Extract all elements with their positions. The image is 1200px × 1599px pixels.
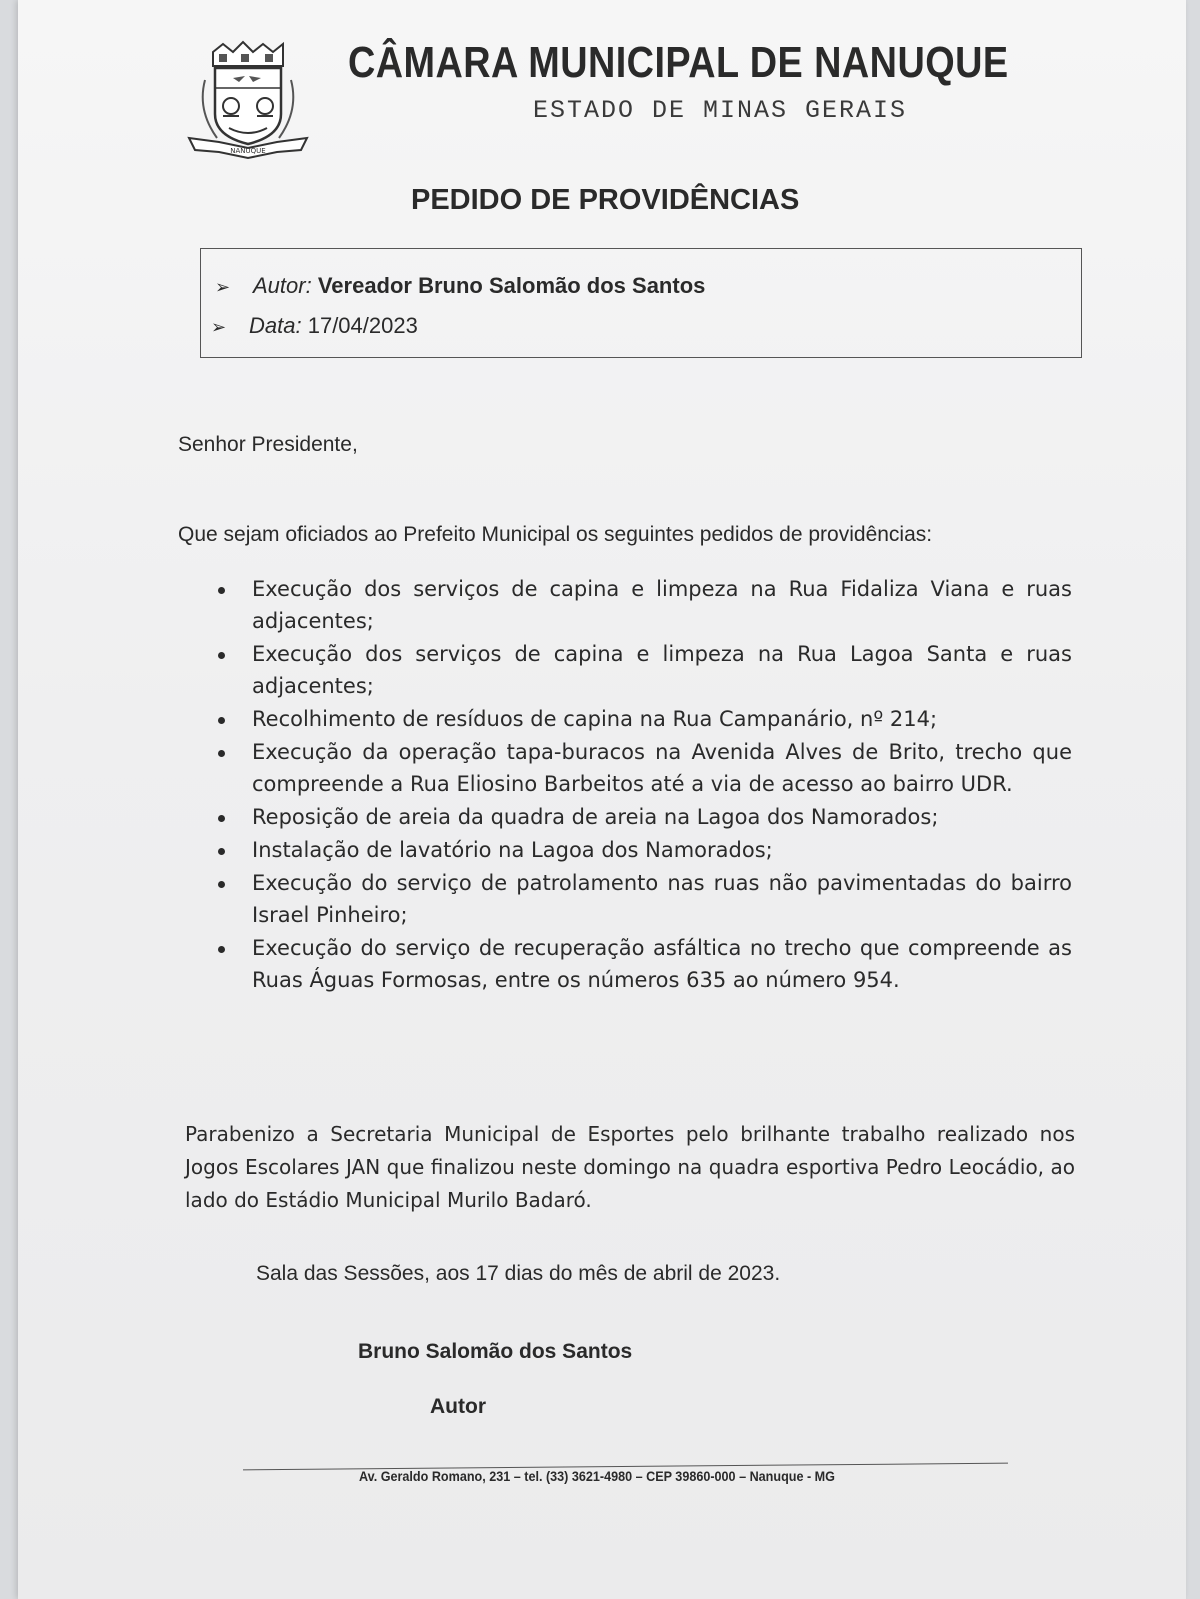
date-label: Data: [249, 313, 302, 338]
request-list [214, 573, 1072, 997]
closing-line: Sala das Sessões, aos 17 dias do mês de abril de 2023. [256, 1262, 781, 1285]
document-title: PEDIDO DE PROVIDÊNCIAS [411, 184, 800, 216]
crest-ribbon-text: NANUQUE [230, 147, 266, 155]
intro-paragraph: Que sejam oficiados ao Prefeito Municipal os seguintes pedidos de providências: [178, 523, 933, 546]
document-page [18, 0, 1186, 1599]
list-item: Execução da operação tapa-buracos na Avenida Alves de Brito, trecho que compreende a Rua Eliosino Barbeitos até a via de acesso ao bairro UDR. [214, 736, 1072, 800]
date-line [211, 313, 418, 339]
list-item: Execução do serviço de recuperação asfáltica no trecho que compreende as Ruas Águas Formosas, entre os números 635 ao número 954. [214, 932, 1072, 996]
congratulations-paragraph: Parabenizo a Secretaria Municipal de Esportes pelo brilhante trabalho realizado nos Jogos Escolares JAN que finalizou neste domingo na quadra esportiva Pedro Leocádio, ao lado do Estádio Municipal Murilo Badaró. [185, 1122, 1075, 1212]
municipal-crest-icon [183, 40, 313, 160]
info-box [200, 248, 1082, 358]
arrow-bullet-icon: ➢ [211, 317, 227, 337]
date-value: 17/04/2023 [307, 313, 418, 338]
organization-name: CÂMARA MUNICIPAL DE NANUQUE [348, 38, 1009, 87]
list-item: Recolhimento de resíduos de capina na Rua Campanário, nº 214; [214, 703, 1072, 735]
list-item: Execução dos serviços de capina e limpeza na Rua Fidaliza Viana e ruas adjacentes; [214, 573, 1072, 637]
list-item: Execução dos serviços de capina e limpeza na Rua Lagoa Santa e ruas adjacentes; [214, 638, 1072, 702]
list-item: Execução do serviço de patrolamento nas ruas não pavimentadas do bairro Israel Pinheiro; [214, 867, 1072, 931]
author-value: Vereador Bruno Salomão dos Santos [317, 273, 706, 298]
signer-name: Bruno Salomão dos Santos [358, 1340, 633, 1363]
salutation: Senhor Presidente, [178, 433, 358, 456]
arrow-bullet-icon: ➢ [215, 277, 231, 297]
signer-role: Autor [430, 1395, 486, 1418]
list-item: Reposição de areia da quadra de areia na Lagoa dos Namorados; [214, 801, 1072, 833]
author-label: Autor: [253, 273, 312, 298]
organization-state: ESTADO DE MINAS GERAIS [533, 96, 908, 125]
footer-address: Av. Geraldo Romano, 231 – tel. (33) 3621-4980 – CEP 39860-000 – Nanuque - MG [359, 1468, 835, 1484]
author-line [215, 273, 705, 299]
list-item: Instalação de lavatório na Lagoa dos Namorados; [214, 834, 1072, 866]
